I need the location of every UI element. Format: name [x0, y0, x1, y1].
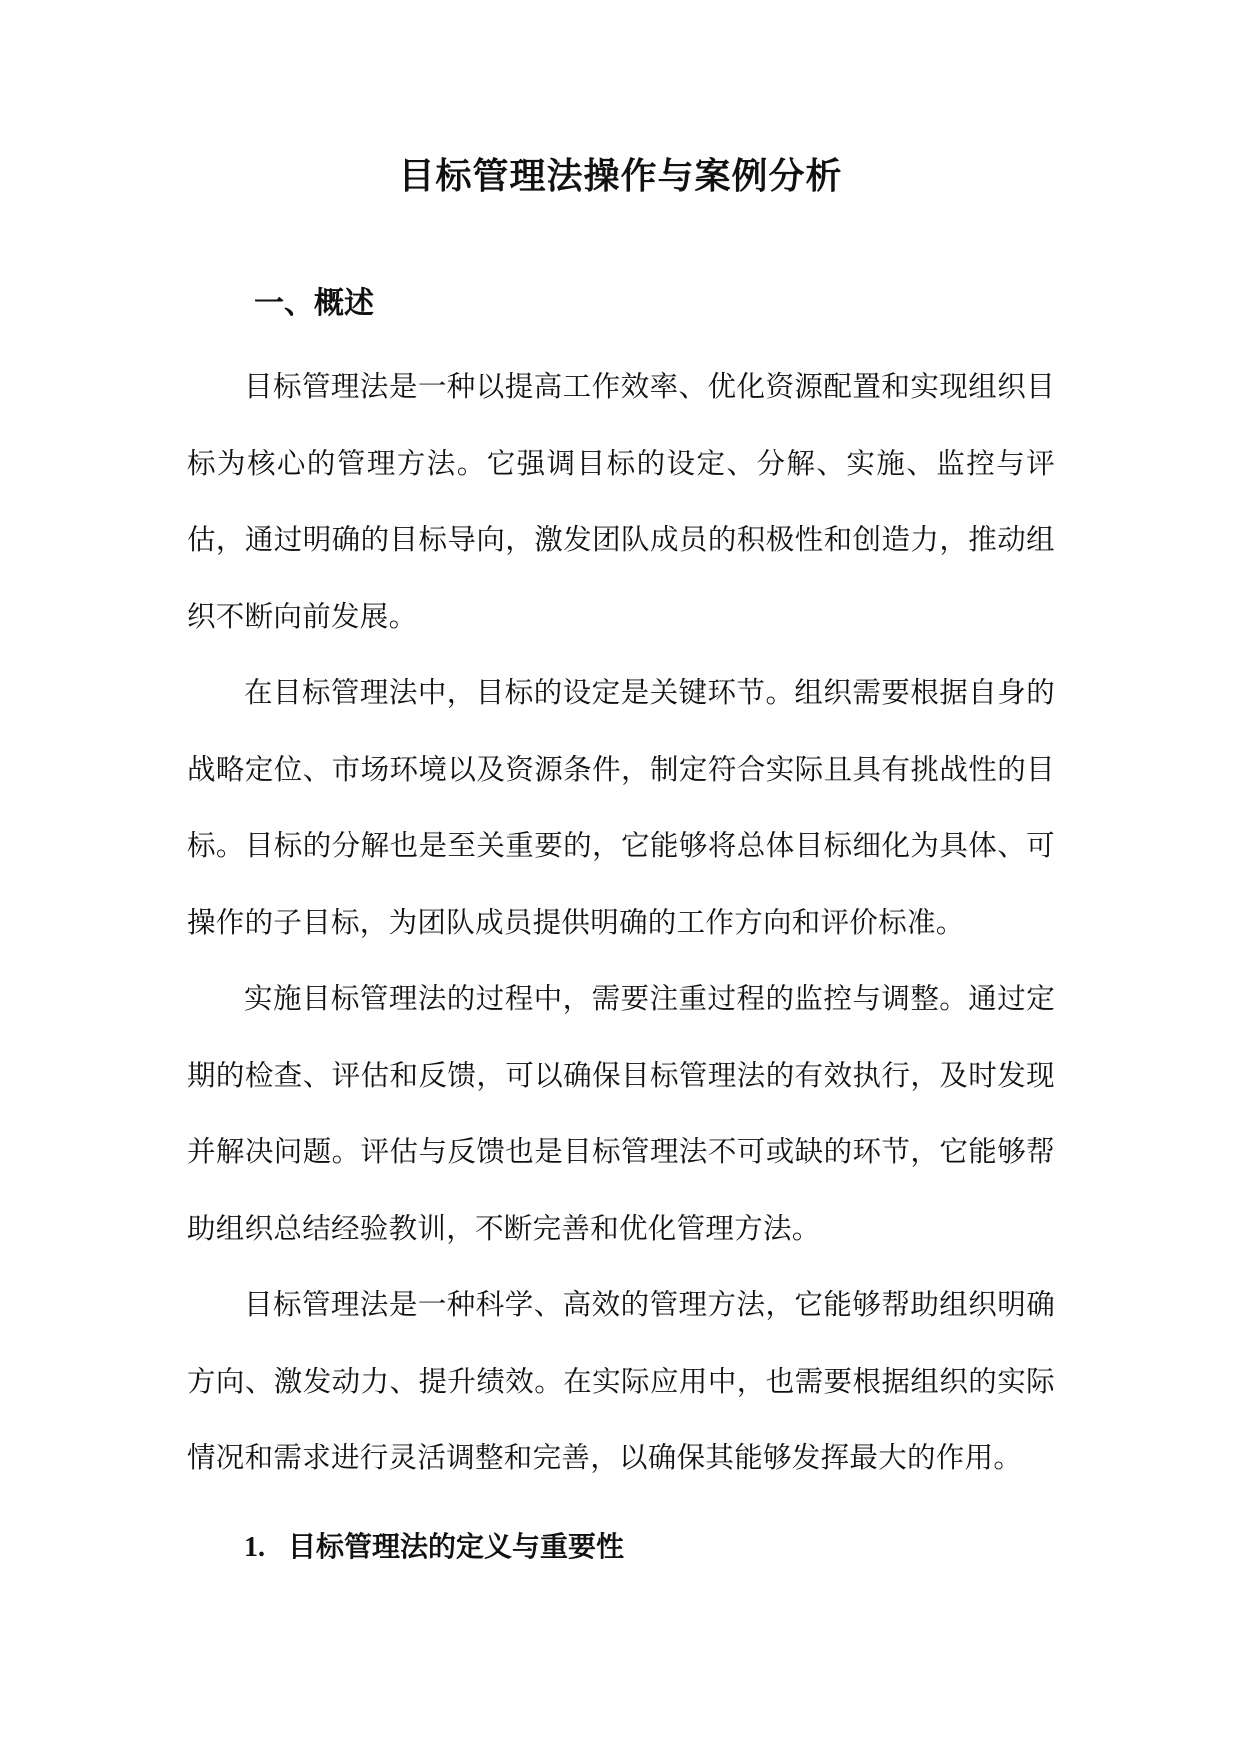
section-heading-overview: 一、概述: [254, 286, 374, 321]
paragraph-3: 实施目标管理法的过程中，需要注重过程的监控与调整。通过定期的检查、评估和反馈，可以确保目标管理法的有效执行，及时发现并解决问题。评估与反馈也是目标管理法不可或缺的环节，它能够帮助组织总结经验教训，不断完善和优化管理方法。: [187, 982, 1055, 1245]
subsection-title: 目标管理法的定义与重要性: [288, 1530, 625, 1563]
document-title: 目标管理法操作与案例分析: [398, 155, 843, 197]
paragraph-4: 目标管理法是一种科学、高效的管理方法，它能够帮助组织明确方向、激发动力、提升绩效。在实际应用中，也需要根据组织的实际情况和需求进行灵活调整和完善，以确保其能够发挥最大的作用。: [187, 1288, 1055, 1474]
subsection-number: 1.: [244, 1532, 265, 1563]
paragraph-2: 在目标管理法中，目标的设定是关键环节。组织需要根据自身的战略定位、市场环境以及资源条件，制定符合实际且具有挑战性的目标。目标的分解也是至关重要的，它能够将总体目标细化为具体、可操作的子目标，为团队成员提供明确的工作方向和评价标准。: [187, 676, 1055, 939]
paragraph-1: 目标管理法是一种以提高工作效率、优化资源配置和实现组织目标为核心的管理方法。它强调目标的设定、分解、实施、监控与评估，通过明确的目标导向，激发团队成员的积极性和创造力，推动组织不断向前发展。: [187, 370, 1055, 633]
subsection-heading: [244, 1525, 624, 1570]
